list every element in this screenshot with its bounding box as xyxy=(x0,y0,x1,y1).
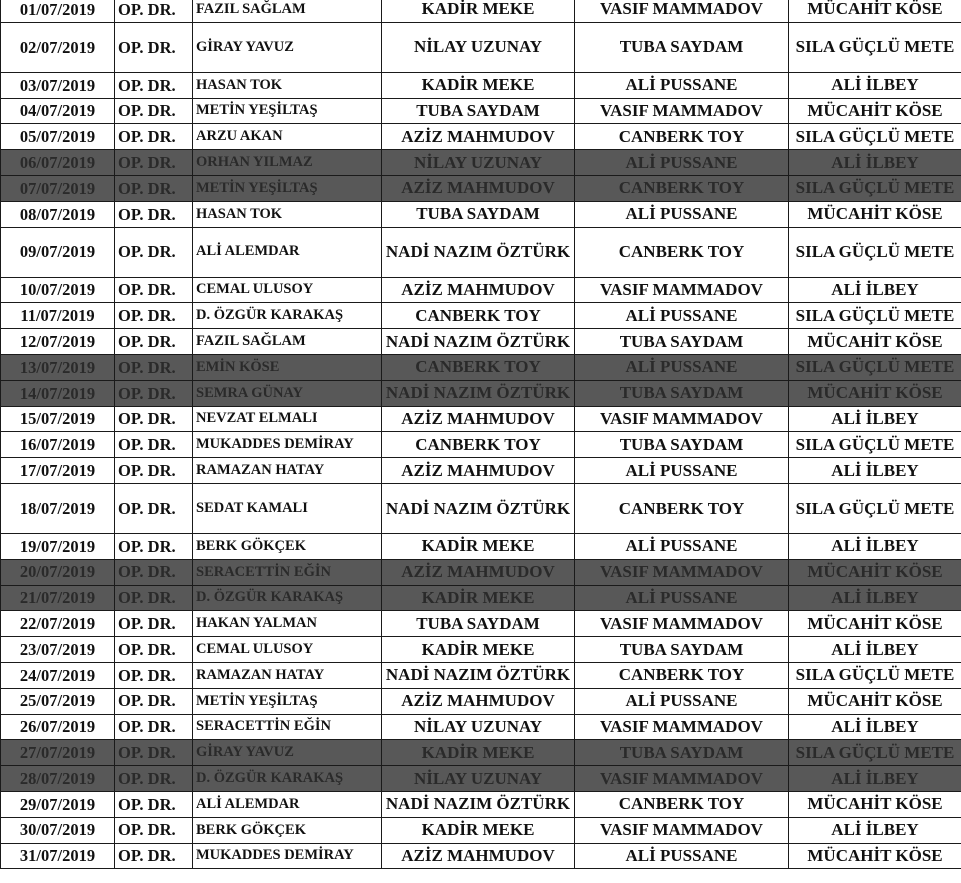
duty-3-cell: MÜCAHİT KÖSE xyxy=(789,843,961,869)
schedule-row xyxy=(1,688,961,714)
duty-2-cell: TUBA SAYDAM xyxy=(575,740,789,766)
title-cell: OP. DR. xyxy=(115,303,193,329)
duty-2-cell: ALİ PUSSANE xyxy=(575,354,789,380)
date-cell: 13/07/2019 xyxy=(1,354,115,380)
duty-3-cell: MÜCAHİT KÖSE xyxy=(789,98,961,124)
title-cell: OP. DR. xyxy=(115,406,193,432)
duty-1-cell: AZİZ MAHMUDOV xyxy=(382,688,575,714)
title-cell: OP. DR. xyxy=(115,766,193,792)
duty-1-cell: NİLAY UZUNAY xyxy=(382,714,575,740)
doctor-cell: RAMAZAN HATAY xyxy=(193,458,382,484)
date-cell: 30/07/2019 xyxy=(1,817,115,843)
duty-1-cell: KADİR MEKE xyxy=(382,740,575,766)
duty-1-cell: AZİZ MAHMUDOV xyxy=(382,175,575,201)
duty-3-cell: ALİ İLBEY xyxy=(789,766,961,792)
duty-2-cell: ALİ PUSSANE xyxy=(575,201,789,227)
duty-3-cell: ALİ İLBEY xyxy=(789,817,961,843)
date-cell: 23/07/2019 xyxy=(1,637,115,663)
date-cell: 27/07/2019 xyxy=(1,740,115,766)
date-cell: 24/07/2019 xyxy=(1,662,115,688)
schedule-row xyxy=(1,458,961,484)
duty-3-cell: MÜCAHİT KÖSE xyxy=(789,611,961,637)
schedule-row xyxy=(1,766,961,792)
doctor-cell: BERK GÖKÇEK xyxy=(193,817,382,843)
duty-2-cell: ALİ PUSSANE xyxy=(575,72,789,98)
schedule-row xyxy=(1,124,961,150)
duty-2-cell: ALİ PUSSANE xyxy=(575,303,789,329)
schedule-row xyxy=(1,150,961,176)
duty-1-cell: KADİR MEKE xyxy=(382,533,575,559)
date-cell: 04/07/2019 xyxy=(1,98,115,124)
duty-2-cell: VASIF MAMMADOV xyxy=(575,766,789,792)
date-cell: 12/07/2019 xyxy=(1,329,115,355)
schedule-row xyxy=(1,406,961,432)
schedule-body xyxy=(1,0,961,869)
date-cell: 26/07/2019 xyxy=(1,714,115,740)
duty-1-cell: KADİR MEKE xyxy=(382,817,575,843)
duty-3-cell: MÜCAHİT KÖSE xyxy=(789,559,961,585)
doctor-cell: SEDAT KAMALI xyxy=(193,483,382,533)
duty-3-cell: SILA GÜÇLÜ METE xyxy=(789,22,961,72)
duty-2-cell: VASIF MAMMADOV xyxy=(575,611,789,637)
duty-3-cell: SILA GÜÇLÜ METE xyxy=(789,175,961,201)
duty-3-cell: SILA GÜÇLÜ METE xyxy=(789,227,961,277)
title-cell: OP. DR. xyxy=(115,637,193,663)
date-cell: 28/07/2019 xyxy=(1,766,115,792)
doctor-cell: GİRAY YAVUZ xyxy=(193,22,382,72)
duty-2-cell: VASIF MAMMADOV xyxy=(575,714,789,740)
title-cell: OP. DR. xyxy=(115,740,193,766)
duty-3-cell: SILA GÜÇLÜ METE xyxy=(789,124,961,150)
date-cell: 06/07/2019 xyxy=(1,150,115,176)
schedule-row xyxy=(1,329,961,355)
duty-1-cell: CANBERK TOY xyxy=(382,354,575,380)
title-cell: OP. DR. xyxy=(115,22,193,72)
schedule-row xyxy=(1,303,961,329)
duty-3-cell: ALİ İLBEY xyxy=(789,585,961,611)
duty-3-cell: MÜCAHİT KÖSE xyxy=(789,688,961,714)
doctor-cell: EMİN KÖSE xyxy=(193,354,382,380)
date-cell: 20/07/2019 xyxy=(1,559,115,585)
date-cell: 21/07/2019 xyxy=(1,585,115,611)
doctor-cell: ALİ ALEMDAR xyxy=(193,227,382,277)
duty-3-cell: ALİ İLBEY xyxy=(789,72,961,98)
duty-1-cell: AZİZ MAHMUDOV xyxy=(382,559,575,585)
doctor-cell: GİRAY YAVUZ xyxy=(193,740,382,766)
duty-2-cell: ALİ PUSSANE xyxy=(575,150,789,176)
schedule-row xyxy=(1,843,961,869)
duty-1-cell: KADİR MEKE xyxy=(382,585,575,611)
doctor-cell: HAKAN YALMAN xyxy=(193,611,382,637)
duty-1-cell: NADİ NAZIM ÖZTÜRK xyxy=(382,329,575,355)
duty-3-cell: ALİ İLBEY xyxy=(789,637,961,663)
date-cell: 25/07/2019 xyxy=(1,688,115,714)
doctor-cell: FAZIL SAĞLAM xyxy=(193,0,382,22)
duty-2-cell: ALİ PUSSANE xyxy=(575,585,789,611)
duty-1-cell: KADİR MEKE xyxy=(382,72,575,98)
duty-2-cell: TUBA SAYDAM xyxy=(575,637,789,663)
schedule-row xyxy=(1,201,961,227)
duty-1-cell: NADİ NAZIM ÖZTÜRK xyxy=(382,483,575,533)
doctor-cell: MUKADDES DEMİRAY xyxy=(193,432,382,458)
title-cell: OP. DR. xyxy=(115,662,193,688)
doctor-cell: ALİ ALEMDAR xyxy=(193,791,382,817)
duty-1-cell: KADİR MEKE xyxy=(382,0,575,22)
title-cell: OP. DR. xyxy=(115,714,193,740)
duty-1-cell: AZİZ MAHMUDOV xyxy=(382,458,575,484)
schedule-row xyxy=(1,662,961,688)
title-cell: OP. DR. xyxy=(115,791,193,817)
doctor-cell: HASAN TOK xyxy=(193,201,382,227)
date-cell: 16/07/2019 xyxy=(1,432,115,458)
duty-2-cell: CANBERK TOY xyxy=(575,483,789,533)
title-cell: OP. DR. xyxy=(115,585,193,611)
schedule-row xyxy=(1,277,961,303)
doctor-cell: CEMAL ULUSOY xyxy=(193,277,382,303)
schedule-row xyxy=(1,791,961,817)
duty-2-cell: VASIF MAMMADOV xyxy=(575,406,789,432)
title-cell: OP. DR. xyxy=(115,432,193,458)
duty-3-cell: ALİ İLBEY xyxy=(789,458,961,484)
duty-1-cell: NADİ NAZIM ÖZTÜRK xyxy=(382,380,575,406)
doctor-cell: SEMRA GÜNAY xyxy=(193,380,382,406)
duty-3-cell: MÜCAHİT KÖSE xyxy=(789,329,961,355)
title-cell: OP. DR. xyxy=(115,201,193,227)
duty-2-cell: VASIF MAMMADOV xyxy=(575,277,789,303)
doctor-cell: FAZIL SAĞLAM xyxy=(193,329,382,355)
doctor-cell: HASAN TOK xyxy=(193,72,382,98)
duty-1-cell: AZİZ MAHMUDOV xyxy=(382,406,575,432)
duty-3-cell: SILA GÜÇLÜ METE xyxy=(789,740,961,766)
schedule-row xyxy=(1,817,961,843)
duty-2-cell: TUBA SAYDAM xyxy=(575,432,789,458)
duty-2-cell: VASIF MAMMADOV xyxy=(575,817,789,843)
duty-1-cell: AZİZ MAHMUDOV xyxy=(382,277,575,303)
title-cell: OP. DR. xyxy=(115,817,193,843)
title-cell: OP. DR. xyxy=(115,688,193,714)
duty-2-cell: TUBA SAYDAM xyxy=(575,329,789,355)
date-cell: 10/07/2019 xyxy=(1,277,115,303)
schedule-row xyxy=(1,72,961,98)
duty-1-cell: TUBA SAYDAM xyxy=(382,201,575,227)
duty-1-cell: CANBERK TOY xyxy=(382,303,575,329)
doctor-cell: ARZU AKAN xyxy=(193,124,382,150)
doctor-cell: METİN YEŞİLTAŞ xyxy=(193,175,382,201)
schedule-row xyxy=(1,0,961,22)
title-cell: OP. DR. xyxy=(115,329,193,355)
duty-1-cell: NİLAY UZUNAY xyxy=(382,150,575,176)
schedule-row xyxy=(1,380,961,406)
duty-3-cell: ALİ İLBEY xyxy=(789,277,961,303)
duty-2-cell: CANBERK TOY xyxy=(575,124,789,150)
doctor-cell: D. ÖZGÜR KARAKAŞ xyxy=(193,585,382,611)
title-cell: OP. DR. xyxy=(115,72,193,98)
schedule-row xyxy=(1,227,961,277)
date-cell: 22/07/2019 xyxy=(1,611,115,637)
doctor-cell: RAMAZAN HATAY xyxy=(193,662,382,688)
duty-2-cell: VASIF MAMMADOV xyxy=(575,559,789,585)
title-cell: OP. DR. xyxy=(115,533,193,559)
duty-3-cell: SILA GÜÇLÜ METE xyxy=(789,303,961,329)
title-cell: OP. DR. xyxy=(115,150,193,176)
duty-1-cell: TUBA SAYDAM xyxy=(382,98,575,124)
duty-1-cell: KADİR MEKE xyxy=(382,637,575,663)
title-cell: OP. DR. xyxy=(115,559,193,585)
duty-3-cell: MÜCAHİT KÖSE xyxy=(789,791,961,817)
doctor-cell: SERACETTİN EĞİN xyxy=(193,559,382,585)
duty-2-cell: TUBA SAYDAM xyxy=(575,380,789,406)
duty-2-cell: CANBERK TOY xyxy=(575,175,789,201)
duty-2-cell: CANBERK TOY xyxy=(575,791,789,817)
date-cell: 14/07/2019 xyxy=(1,380,115,406)
duty-2-cell: ALİ PUSSANE xyxy=(575,843,789,869)
schedule-row xyxy=(1,611,961,637)
duty-3-cell: MÜCAHİT KÖSE xyxy=(789,0,961,22)
date-cell: 29/07/2019 xyxy=(1,791,115,817)
duty-1-cell: CANBERK TOY xyxy=(382,432,575,458)
duty-1-cell: AZİZ MAHMUDOV xyxy=(382,124,575,150)
date-cell: 18/07/2019 xyxy=(1,483,115,533)
duty-2-cell: TUBA SAYDAM xyxy=(575,22,789,72)
schedule-row xyxy=(1,98,961,124)
duty-1-cell: AZİZ MAHMUDOV xyxy=(382,843,575,869)
duty-2-cell: CANBERK TOY xyxy=(575,227,789,277)
date-cell: 31/07/2019 xyxy=(1,843,115,869)
duty-3-cell: MÜCAHİT KÖSE xyxy=(789,201,961,227)
duty-2-cell: VASIF MAMMADOV xyxy=(575,98,789,124)
duty-2-cell: CANBERK TOY xyxy=(575,662,789,688)
doctor-cell: METİN YEŞİLTAŞ xyxy=(193,688,382,714)
date-cell: 17/07/2019 xyxy=(1,458,115,484)
duty-1-cell: NİLAY UZUNAY xyxy=(382,766,575,792)
schedule-row xyxy=(1,22,961,72)
title-cell: OP. DR. xyxy=(115,483,193,533)
doctor-cell: D. ÖZGÜR KARAKAŞ xyxy=(193,303,382,329)
duty-2-cell: VASIF MAMMADOV xyxy=(575,0,789,22)
doctor-cell: METİN YEŞİLTAŞ xyxy=(193,98,382,124)
duty-3-cell: SILA GÜÇLÜ METE xyxy=(789,662,961,688)
doctor-cell: SERACETTİN EĞİN xyxy=(193,714,382,740)
duty-3-cell: ALİ İLBEY xyxy=(789,406,961,432)
date-cell: 08/07/2019 xyxy=(1,201,115,227)
title-cell: OP. DR. xyxy=(115,277,193,303)
duty-1-cell: NİLAY UZUNAY xyxy=(382,22,575,72)
duty-2-cell: ALİ PUSSANE xyxy=(575,458,789,484)
date-cell: 02/07/2019 xyxy=(1,22,115,72)
schedule-row xyxy=(1,559,961,585)
schedule-row xyxy=(1,483,961,533)
doctor-cell: BERK GÖKÇEK xyxy=(193,533,382,559)
title-cell: OP. DR. xyxy=(115,843,193,869)
title-cell: OP. DR. xyxy=(115,175,193,201)
date-cell: 19/07/2019 xyxy=(1,533,115,559)
title-cell: OP. DR. xyxy=(115,380,193,406)
title-cell: OP. DR. xyxy=(115,98,193,124)
title-cell: OP. DR. xyxy=(115,354,193,380)
duty-1-cell: NADİ NAZIM ÖZTÜRK xyxy=(382,662,575,688)
doctor-cell: MUKADDES DEMİRAY xyxy=(193,843,382,869)
duty-3-cell: MÜCAHİT KÖSE xyxy=(789,380,961,406)
duty-2-cell: ALİ PUSSANE xyxy=(575,533,789,559)
schedule-row xyxy=(1,432,961,458)
doctor-cell: CEMAL ULUSOY xyxy=(193,637,382,663)
schedule-row xyxy=(1,740,961,766)
date-cell: 15/07/2019 xyxy=(1,406,115,432)
doctor-cell: NEVZAT ELMALI xyxy=(193,406,382,432)
doctor-cell: ORHAN YILMAZ xyxy=(193,150,382,176)
duty-3-cell: ALİ İLBEY xyxy=(789,533,961,559)
date-cell: 05/07/2019 xyxy=(1,124,115,150)
date-cell: 11/07/2019 xyxy=(1,303,115,329)
duty-3-cell: ALİ İLBEY xyxy=(789,714,961,740)
duty-1-cell: NADİ NAZIM ÖZTÜRK xyxy=(382,227,575,277)
duty-1-cell: NADİ NAZIM ÖZTÜRK xyxy=(382,791,575,817)
date-cell: 09/07/2019 xyxy=(1,227,115,277)
schedule-row xyxy=(1,637,961,663)
title-cell: OP. DR. xyxy=(115,611,193,637)
schedule-row xyxy=(1,533,961,559)
title-cell: OP. DR. xyxy=(115,227,193,277)
doctor-cell: D. ÖZGÜR KARAKAŞ xyxy=(193,766,382,792)
duty-3-cell: SILA GÜÇLÜ METE xyxy=(789,432,961,458)
duty-2-cell: ALİ PUSSANE xyxy=(575,688,789,714)
date-cell: 07/07/2019 xyxy=(1,175,115,201)
schedule-row xyxy=(1,175,961,201)
duty-3-cell: ALİ İLBEY xyxy=(789,150,961,176)
duty-3-cell: SILA GÜÇLÜ METE xyxy=(789,354,961,380)
title-cell: OP. DR. xyxy=(115,458,193,484)
schedule-row xyxy=(1,714,961,740)
schedule-row xyxy=(1,354,961,380)
schedule-row xyxy=(1,585,961,611)
title-cell: OP. DR. xyxy=(115,124,193,150)
date-cell: 03/07/2019 xyxy=(1,72,115,98)
duty-3-cell: SILA GÜÇLÜ METE xyxy=(789,483,961,533)
title-cell: OP. DR. xyxy=(115,0,193,22)
date-cell: 01/07/2019 xyxy=(1,0,115,22)
duty-1-cell: TUBA SAYDAM xyxy=(382,611,575,637)
